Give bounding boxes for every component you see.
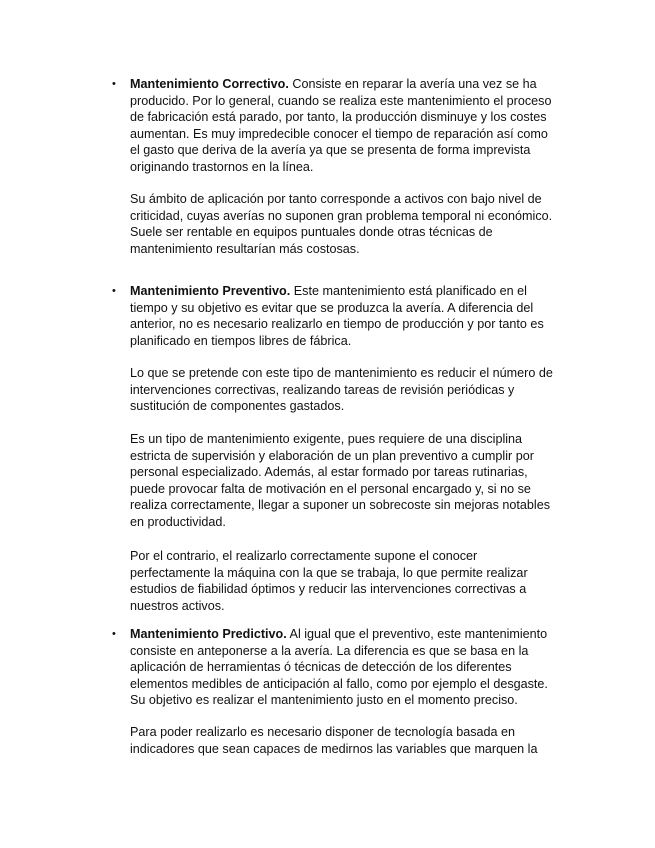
paragraph [130,724,570,757]
text-line: Su objetivo es realizar el mantenimiento justo en el momento preciso. [130,693,518,708]
text-line: el gasto que deriva de la avería ya que se presenta de forma imprevista [130,143,531,158]
bullet-marker: • [112,78,116,90]
paragraph [130,548,570,614]
section-title: Mantenimiento Correctivo. [130,77,289,91]
text-line: Es un tipo de mantenimiento exigente, pues requiere de una disciplina [130,432,523,446]
text-line: personal especializado. Además, al estar formado por tareas rutinarias, [130,465,528,480]
text-line: Lo que se pretende con este tipo de mantenimiento es reducir el número de [130,366,553,380]
paragraph [130,76,570,176]
text-line: perfectamente la máquina con la que se trabaja, lo que permite realizar [130,565,528,580]
text-line: en productividad. [130,514,226,529]
text-line: anterior, no es necesario realizarlo en tiempo de producción y por tanto es [130,317,544,332]
text-line: intervenciones correctivas, realizando tareas de revisión periódicas y [130,382,515,397]
text-line: realiza correctamente, llegar a suponer un sobrecoste sin mejoras notables [130,498,551,513]
paragraph [130,283,570,349]
paragraph [130,431,570,531]
text-line: aplicación de herramientas ó técnicas de detección de los diferentes [130,660,512,675]
text-line: Suele ser rentable en equipos puntuales donde otras técnicas de [130,225,493,240]
section-title: Mantenimiento Preventivo. [130,284,291,298]
paragraph [130,626,570,709]
text-line: Mantenimiento Correctivo. Consiste en reparar la avería una vez se ha [130,77,537,91]
bullet-marker: • [112,285,116,297]
text-line: Por el contrario, el realizarlo correctamente supone el conocer [130,549,478,563]
text-line: sustitución de componentes gastados. [130,399,345,414]
text-line: planificado en tiempos libres de fábrica. [130,333,352,348]
bullet-marker: • [112,628,116,640]
text-line: Mantenimiento Predictivo. Al igual que el preventivo, este mantenimiento [130,627,548,641]
text-line: Para poder realizarlo es necesario disponer de tecnología basada en [130,725,516,739]
text-line: estudios de fiabilidad óptimos y reducir las intervenciones correctivas a [130,582,527,597]
text-line: mantenimiento resultarían más costosas. [130,241,360,256]
text-line: puede provocar falta de motivación en el personal encargado y, si no se [130,481,531,496]
text-line: Su ámbito de aplicación por tanto corresponde a activos con bajo nivel de [130,192,542,206]
text-line: indicadores que sean capaces de medirnos las variables que marquen la [130,741,538,756]
text-line: Mantenimiento Preventivo. Este mantenimiento está planificado en el [130,284,527,298]
text-line: aumentan. Es muy impredecible conocer el tiempo de reparación así como [130,126,548,141]
text-line: producido. Por lo general, cuando se realiza este mantenimiento el proceso [130,93,552,108]
text-line: originando trastornos en la línea. [130,159,314,174]
text-line: tiempo y su objetivo es evitar que se produzca la avería. A diferencia del [130,300,534,315]
text-line: de fabricación está parado, por tanto, la producción disminuye y los costes [130,110,547,125]
paragraph [130,365,570,415]
text-line: nuestros activos. [130,598,225,613]
section-title: Mantenimiento Predictivo. [130,627,287,641]
text-line: consiste en anteponerse a la avería. La diferencia es que se basa en la [130,643,529,658]
paragraph [130,191,570,257]
text-line: criticidad, cuyas averías no suponen gran problema temporal ni económico. [130,208,553,223]
text-line: elementos medibles de anticipación al fallo, como por ejemplo el desgaste. [130,676,548,691]
text-line: estricta de supervisión y elaboración de un plan preventivo a cumplir por [130,448,534,463]
